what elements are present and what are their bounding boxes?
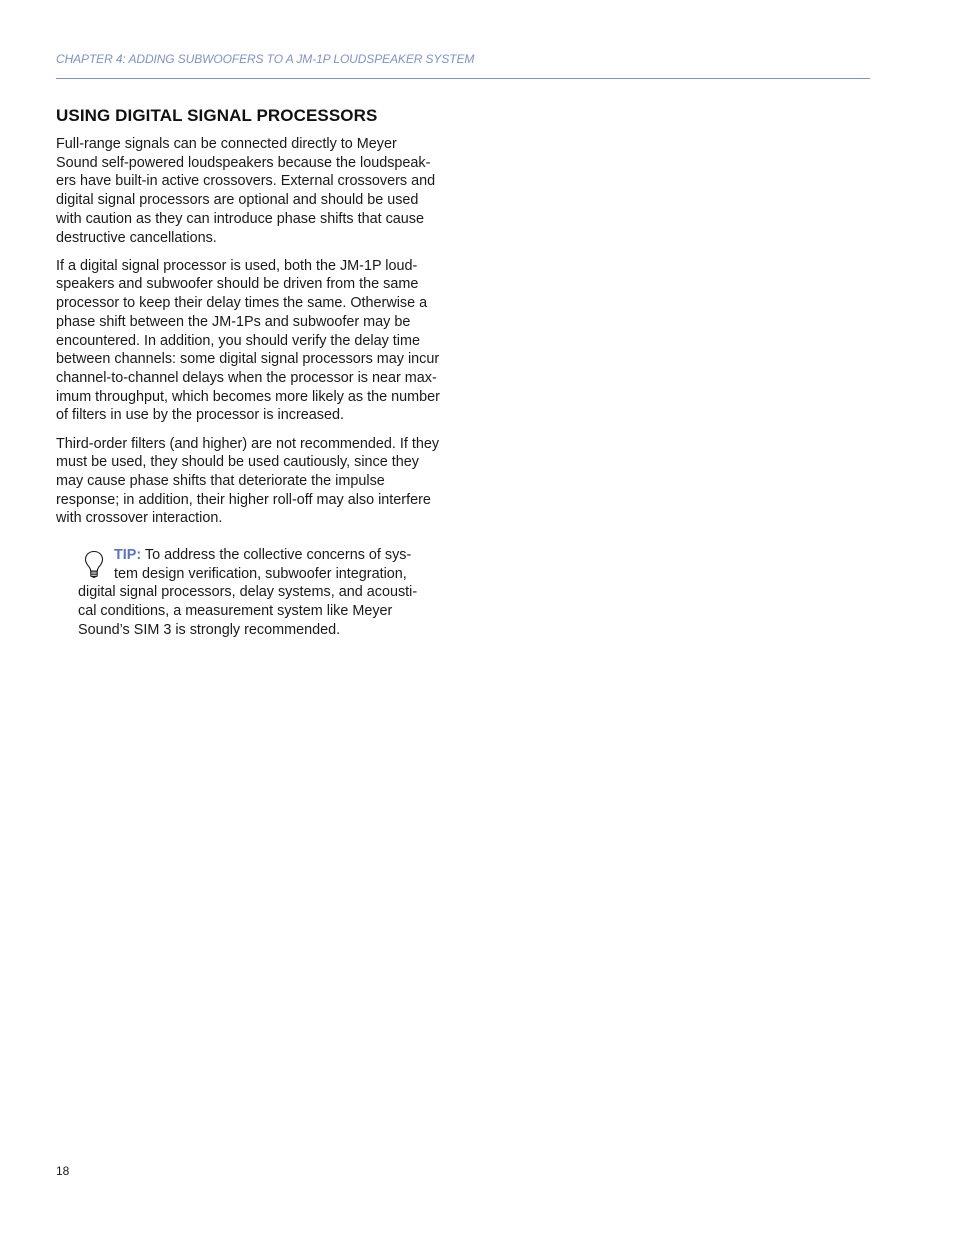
lightbulb-icon bbox=[84, 550, 104, 580]
paragraph-line: response; in addition, their higher roll-off may also interfere bbox=[56, 491, 431, 508]
paragraph-line: Third-order filters (and higher) are not recommended. If they bbox=[56, 435, 440, 452]
paragraph-line: If a digital signal processor is used, both the JM-1P loud- bbox=[56, 257, 418, 274]
paragraph-line: destructive cancellations. bbox=[56, 229, 217, 246]
tip-line: tem design verification, subwoofer integration, bbox=[114, 565, 407, 582]
paragraph-line: Sound self-powered loudspeakers because the loudspeak- bbox=[56, 154, 431, 171]
paragraph-3 bbox=[56, 435, 456, 529]
paragraph-line: digital signal processors are optional and should be used bbox=[56, 192, 419, 209]
paragraph-line: between channels: some digital signal processors may incur bbox=[56, 351, 440, 368]
tip-label: TIP: bbox=[114, 547, 142, 563]
paragraph-line: channel-to-channel delays when the processor is near max- bbox=[56, 369, 437, 386]
tip-line: digital signal processors, delay systems, and acousti- bbox=[78, 584, 418, 601]
paragraph-line: ers have built-in active crossovers. External crossovers and bbox=[56, 173, 436, 190]
tip-line: To address the collective concerns of sys- bbox=[141, 547, 412, 563]
paragraph-line: imum throughput, which becomes more likely as the number bbox=[56, 388, 440, 405]
paragraph-line: speakers and subwoofer should be driven from the same bbox=[56, 276, 419, 293]
tip-first-line bbox=[78, 546, 458, 565]
body-column bbox=[56, 135, 456, 538]
paragraph-line: processor to keep their delay times the same. Otherwise a bbox=[56, 295, 428, 312]
paragraph-line: with crossover interaction. bbox=[56, 510, 223, 527]
paragraph-line: phase shift between the JM-1Ps and subwoofer may be bbox=[56, 313, 411, 330]
page-number: 18 bbox=[56, 1164, 70, 1178]
section-title: USING DIGITAL SIGNAL PROCESSORS bbox=[56, 106, 378, 125]
paragraph-1 bbox=[56, 135, 456, 247]
paragraph-line: encountered. In addition, you should verify the delay time bbox=[56, 332, 420, 349]
tip-callout bbox=[78, 546, 458, 640]
paragraph-line: of filters in use by the processor is increased. bbox=[56, 407, 344, 424]
tip-line: Sound’s SIM 3 is strongly recommended. bbox=[78, 621, 341, 638]
tip-text bbox=[78, 546, 458, 640]
header-rule bbox=[56, 78, 870, 79]
tip-line: cal conditions, a measurement system like Meyer bbox=[78, 603, 393, 620]
paragraph-line: Full-range signals can be connected directly to Meyer bbox=[56, 136, 397, 152]
paragraph-line: must be used, they should be used cautiously, since they bbox=[56, 454, 419, 471]
running-header: CHAPTER 4: ADDING SUBWOOFERS TO A JM-1P LOUDSPEAKER SYSTEM bbox=[56, 52, 475, 66]
paragraph-line: with caution as they can introduce phase shifts that cause bbox=[56, 210, 424, 227]
paragraph-line: may cause phase shifts that deteriorate the impulse bbox=[56, 472, 385, 489]
paragraph-2 bbox=[56, 257, 456, 425]
